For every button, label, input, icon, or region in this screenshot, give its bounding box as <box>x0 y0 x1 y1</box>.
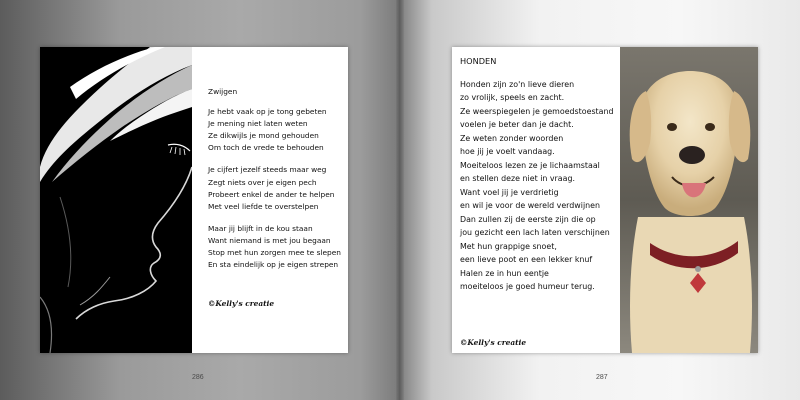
right-page <box>400 0 800 400</box>
poem-line: Want voel jij je verdrietig <box>460 187 559 197</box>
poem-line: Zegt niets over je eigen pech <box>208 177 317 187</box>
poem-line: Je mening niet laten weten <box>208 119 308 129</box>
poem-line: Halen ze in hun eentje <box>460 268 549 278</box>
poem-line: hoe jij je voelt vandaag. <box>460 147 555 156</box>
poem-line: Moeiteloos lezen ze je lichaamstaal <box>460 160 600 170</box>
poem-line: Met hun grappige snoet, <box>460 241 557 251</box>
poem-line: Probeert enkel de ander te helpen <box>208 189 335 199</box>
dog-photo <box>620 47 758 353</box>
poem-honden <box>460 55 614 294</box>
poem-line: Want niemand is met jou begaan <box>208 235 331 245</box>
poem-line: zo vrolijk, speels en zacht. <box>460 93 565 102</box>
page-number: 287 <box>596 374 608 381</box>
poem-line: Om toch de vrede te behouden <box>208 143 324 153</box>
poem-line: Dan zullen zij de eerste zijn die op <box>460 214 596 224</box>
stanza-break <box>208 154 341 164</box>
labrador-dog-illustration <box>620 47 758 353</box>
poem-zwijgen <box>208 86 341 271</box>
author-credit: ©Kelly's creatie <box>208 299 275 308</box>
poem-line: Je cijfert jezelf steeds maar weg <box>208 165 327 175</box>
poem-line: en stellen deze niet in vraag. <box>460 174 575 183</box>
page-number: 286 <box>192 374 204 381</box>
poem-line: Met veel liefde te overstelpen <box>208 201 319 211</box>
poem-line: en wil je voor de wereld verdwijnen <box>460 201 600 210</box>
woman-silhouette-image <box>40 47 192 353</box>
poem-title: HONDEN <box>460 56 497 66</box>
woman-silhouette-illustration <box>40 47 192 353</box>
poem-line: En sta eindelijk op je eigen strepen <box>208 260 339 270</box>
poem-line: Ze weerspiegelen je gemoedstoestand <box>460 106 614 116</box>
poem-card-right <box>452 47 758 353</box>
poem-card-left <box>40 47 348 353</box>
poem-line: moeiteloos je goed humeur terug. <box>460 282 595 291</box>
poem-line: Ze dikwijls je mond gehouden <box>208 131 319 141</box>
poem-line: een lieve poot en een lekker knuf <box>460 255 593 264</box>
poem-line: Honden zijn zo'n lieve dieren <box>460 79 575 89</box>
poem-line: Stop met hun zorgen mee te slepen <box>208 248 341 258</box>
author-credit: ©Kelly's creatie <box>460 338 527 347</box>
poem-line: jou gezicht een lach laten verschijnen <box>460 228 610 237</box>
poem-title: Zwijgen <box>208 87 238 96</box>
poem-line: Je hebt vaak op je tong gebeten <box>208 107 327 117</box>
poem-line: Ze weten zonder woorden <box>460 133 564 143</box>
stanza-break <box>208 213 341 223</box>
poem-line: Maar jij blijft in de kou staan <box>208 223 313 233</box>
book-gutter <box>396 0 404 400</box>
poem-line: voelen je beter dan je dacht. <box>460 120 574 129</box>
